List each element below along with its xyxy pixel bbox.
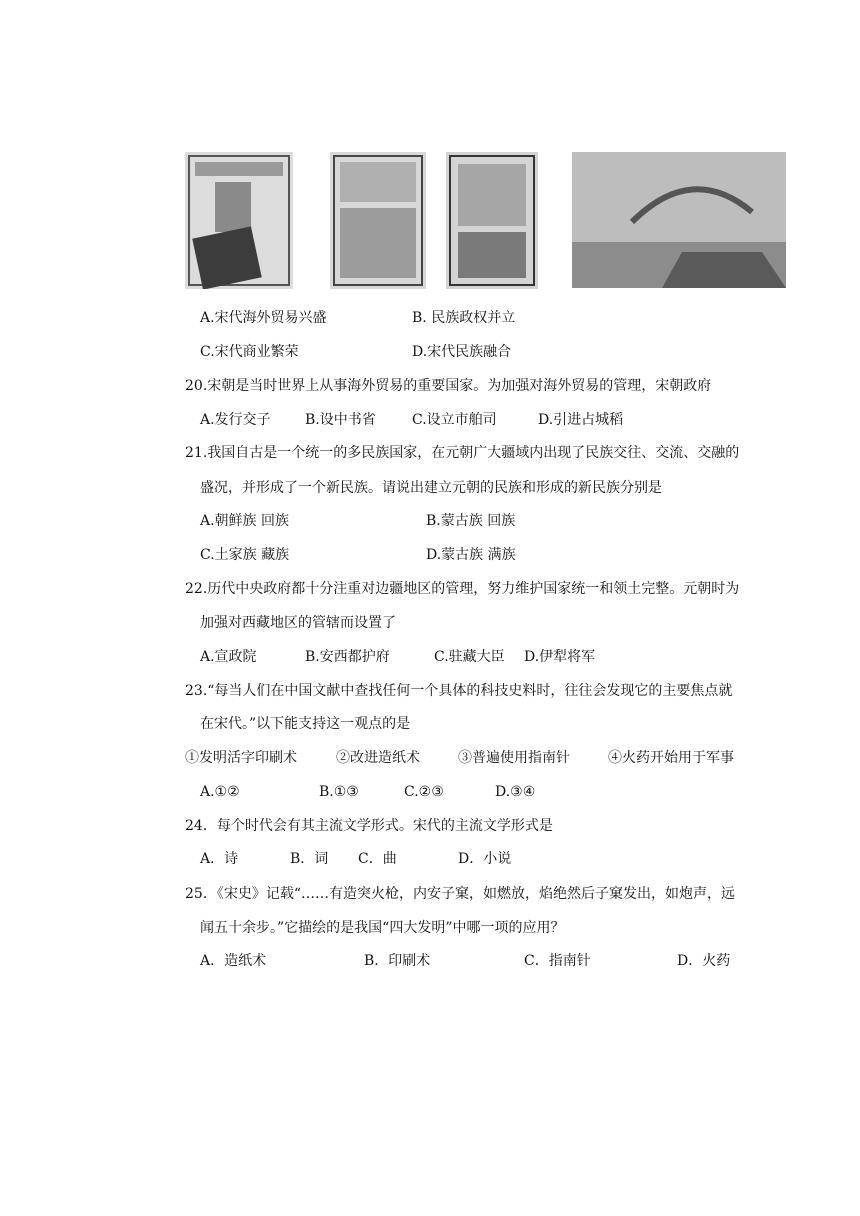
- q20-option-d: D.引进占城稻: [538, 412, 624, 428]
- q19-option-c: C.宋代商业繁荣: [200, 344, 299, 360]
- q25-option-d: D．火药: [677, 953, 731, 969]
- q25-option-a: A．造纸术: [200, 953, 267, 969]
- banknote-image-2-art: [330, 152, 426, 289]
- q22-stem-line1: 22.历代中央政府都十分注重对边疆地区的管理，努力维护国家统一和领土完整。元朝时为: [185, 581, 740, 597]
- q25-option-b: B．印刷术: [364, 953, 431, 969]
- q19-option-a: A.宋代海外贸易兴盛: [200, 310, 327, 326]
- q23-item-1: ①发明活字印刷术: [185, 750, 297, 766]
- q19-option-b: B. 民族政权并立: [412, 310, 516, 326]
- banknote-image-1: [185, 152, 293, 289]
- q23-option-c: C.②③: [404, 784, 444, 800]
- q23-option-a: A.①②: [200, 784, 240, 800]
- q24-option-a: A．诗: [200, 851, 239, 867]
- q23-option-b: B.①③: [319, 784, 359, 800]
- banknote-image-1-art: [185, 152, 293, 289]
- q25-option-c: C．指南针: [524, 953, 591, 969]
- q24-option-d: D．小说: [458, 851, 512, 867]
- q21-stem-line1: 21.我国自古是一个统一的多民族国家，在元朝广大疆域内出现了民族交往、交流、交融的: [185, 445, 740, 461]
- q21-option-b: B.蒙古族 回族: [426, 513, 516, 529]
- q19-option-d: D.宋代民族融合: [412, 344, 512, 360]
- q20-option-a: A.发行交子: [200, 412, 271, 428]
- q24-stem: 24．每个时代会有其主流文学形式。宋代的主流文学形式是: [185, 818, 553, 834]
- q22-option-b: B.安西都护府: [305, 649, 390, 665]
- banknote-image-2: [330, 152, 426, 289]
- q23-stem-line1: 23.“每当人们在中国文献中查找任何一个具体的科技史料时，往往会发现它的主要焦点就: [185, 683, 733, 699]
- painting-image: [572, 152, 786, 288]
- q21-option-d: D.蒙古族 满族: [426, 547, 516, 563]
- q23-stem-line2: 在宋代。”以下能支持这一观点的是: [200, 716, 411, 732]
- q21-option-a: A.朝鲜族 回族: [200, 513, 290, 529]
- q25-stem-line2: 闻五十余步。”它描绘的是我国“四大发明”中哪一项的应用？: [200, 920, 565, 936]
- q21-option-c: C.土家族 藏族: [200, 547, 290, 563]
- q24-option-b: B．词: [290, 851, 329, 867]
- q23-item-2: ②改进造纸术: [336, 750, 420, 766]
- q20-option-c: C.设立市舶司: [412, 412, 497, 428]
- q24-option-c: C．曲: [358, 851, 397, 867]
- q22-option-a: A.宣政院: [200, 649, 257, 665]
- q20-stem: 20.宋朝是当时世界上从事海外贸易的重要国家。为加强对海外贸易的管理，宋朝政府: [185, 378, 712, 394]
- q23-item-3: ③普遍使用指南针: [458, 750, 570, 766]
- painting-image-art: [572, 152, 786, 288]
- banknote-image-3-art: [446, 152, 538, 289]
- q25-stem-line1: 25．《宋史》记载“……有造突火枪，内安子窠，如燃放，焰绝然后子窠发出，如炮声，远: [185, 886, 735, 902]
- q20-option-b: B.设中书省: [305, 412, 376, 428]
- q22-stem-line2: 加强对西藏地区的管辖而设置了: [200, 615, 396, 631]
- q23-option-d: D.③④: [495, 784, 536, 800]
- q21-stem-line2: 盛况，并形成了一个新民族。请说出建立元朝的民族和形成的新民族分别是: [200, 480, 662, 496]
- q22-option-c: C.驻藏大臣: [434, 649, 505, 665]
- q22-option-d: D.伊犁将军: [524, 649, 596, 665]
- q23-item-4: ④火药开始用于军事: [608, 750, 734, 766]
- banknote-image-3: [446, 152, 538, 289]
